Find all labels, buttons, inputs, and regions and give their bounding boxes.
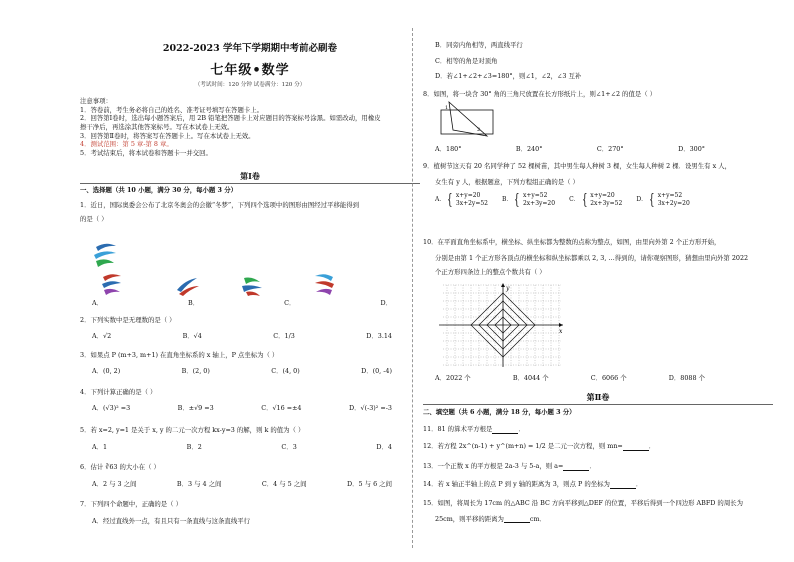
q14-answer-blank[interactable] bbox=[610, 482, 636, 489]
q5-option-b: B．2 bbox=[186, 442, 202, 451]
q10-options bbox=[423, 374, 785, 383]
q2-option-c: C．1/3 bbox=[273, 331, 295, 340]
q3-option-c: C．(4, 0) bbox=[271, 366, 300, 375]
q8-option-a: A．180° bbox=[435, 145, 462, 153]
notes bbox=[80, 97, 420, 157]
question-15 bbox=[423, 499, 773, 523]
q15-text2: 25cm，则平移的距离为 bbox=[435, 514, 504, 523]
q4-text: 4．下列计算正确的是（ ） bbox=[80, 388, 157, 396]
question-6 bbox=[80, 463, 420, 488]
q4-option-c: C．√16 =±4 bbox=[261, 403, 302, 412]
q5-text: 5．若 x=2, y=1 是关于 x, y 的二元一次方程 kx-y=3 的解，则 k 的值为（ ） bbox=[80, 426, 305, 434]
q5-option-d: D．4 bbox=[376, 442, 392, 451]
q9-option-d-label: D． bbox=[636, 195, 648, 203]
q8-angle-2-label: 2 bbox=[477, 127, 481, 133]
q7-option-a: A．经过直线外一点，有且只有一条直线与这条直线平行 bbox=[92, 516, 250, 525]
q9-b-eq2: 2x+3y=20 bbox=[522, 199, 556, 207]
column-divider bbox=[412, 28, 413, 548]
q2-option-a: A．√2 bbox=[92, 331, 112, 340]
divider bbox=[80, 183, 420, 184]
q9-text: 9．植树节这天有 20 名同学种了 52 棵树苗，其中男生每人种树 3 棵，女生每人种树 2 棵．设男生有 x 人， bbox=[423, 162, 732, 170]
q1-options bbox=[80, 272, 420, 312]
q10-text3: 个正方形四条边上的整点个数共有（ ） bbox=[435, 268, 546, 277]
question-4 bbox=[80, 388, 420, 412]
divider bbox=[423, 404, 773, 405]
question-2 bbox=[80, 316, 420, 340]
note-item: 1．答卷前，考生务必将自己的姓名、准考证号填写在答题卡上。 bbox=[80, 105, 264, 114]
q1-option-d: D． bbox=[380, 299, 392, 307]
q2-text: 2．下列实数中是无理数的是（ ） bbox=[80, 316, 176, 324]
q9-option-c bbox=[569, 192, 622, 207]
q14-text: 14．若 x 轴正半轴上的点 P 到 y 轴的距离为 3，则点 P 的坐标为 bbox=[423, 480, 610, 488]
q9-d-eq2: 3x+2y=20 bbox=[657, 199, 690, 207]
section2-heading: 二、填空题（共 6 小题，满分 18 分，每小题 3 分） bbox=[423, 408, 576, 416]
q8-option-d: D．300° bbox=[678, 145, 705, 153]
q3-option-a: A．(0, 2) bbox=[92, 366, 121, 375]
q5-option-a: A．1 bbox=[92, 442, 108, 451]
exam-subject: 七年级•数学 bbox=[210, 63, 290, 78]
q9-text2: 女生有 y 人，根据题意，下列方程组正确的是（ ） bbox=[435, 177, 579, 186]
q6-option-d: D．5 与 6 之间 bbox=[347, 479, 392, 488]
question-14: 14．若 x 轴正半轴上的点 P 到 y 轴的距离为 3，则点 P 的坐标为 ． bbox=[423, 480, 643, 488]
q4-option-d: D．√(-3)² =-3 bbox=[349, 403, 392, 412]
q9-a-eq1: x+y=20 bbox=[455, 192, 481, 200]
q10-option-d: D．8088 个 bbox=[668, 374, 705, 382]
q9-option-b bbox=[502, 192, 555, 207]
q10-option-a: A．2022 个 bbox=[435, 374, 471, 382]
question-1 bbox=[80, 201, 420, 223]
question-3 bbox=[80, 351, 420, 375]
q9-option-d bbox=[636, 192, 689, 207]
q8-options bbox=[423, 145, 785, 154]
q9-c-eq2: 2x+3y=52 bbox=[590, 199, 623, 207]
brace-icon: { bbox=[581, 190, 588, 209]
note-range: 4．测试范围：第 5 章-第 8 章。 bbox=[80, 140, 173, 149]
question-10 bbox=[423, 238, 773, 277]
q11-text: 11．81 的算术平方根是 bbox=[423, 425, 493, 433]
q1-option-a: A． bbox=[92, 299, 104, 307]
question-9 bbox=[423, 162, 773, 207]
q9-option-c-label: C． bbox=[569, 195, 580, 203]
q7-option-c: C．相等的角是对顶角 bbox=[435, 56, 498, 65]
y-axis-label: y bbox=[506, 285, 510, 292]
brace-icon: { bbox=[447, 190, 453, 209]
q12-answer-blank[interactable] bbox=[623, 444, 649, 451]
emblem-stem-icon bbox=[92, 241, 120, 271]
q7-option-d: D．若∠1+∠2+∠3=180°，则∠1，∠2，∠3 互补 bbox=[435, 72, 582, 81]
note-item bbox=[80, 140, 420, 149]
q2-option-d: D．3.14 bbox=[366, 331, 392, 340]
q2-option-b: B．√4 bbox=[182, 331, 202, 340]
note-item: 2．回答第Ⅰ卷时，选出每小题答案后，用 2B 铅笔把答题卡上对应题目的答案标号涂黑。如需改动，用橡皮 bbox=[80, 114, 381, 123]
question-8 bbox=[423, 90, 773, 99]
q9-d-eq1: x+y=52 bbox=[657, 192, 683, 200]
part2-title: 第Ⅱ卷 bbox=[586, 392, 610, 402]
q15-answer-blank[interactable] bbox=[504, 516, 530, 523]
brace-icon: { bbox=[649, 190, 655, 209]
q6-text: 6．估计 ∛63 的大小在（ ） bbox=[80, 463, 160, 471]
q9-a-eq2: 3x+2y=52 bbox=[455, 199, 488, 207]
q3-option-b: B．(2, 0) bbox=[181, 366, 210, 375]
q3-option-d: D．(0, -4) bbox=[361, 366, 392, 375]
question-12: 12．若方程 2x^(n-1) + y^(m+n) = 1/2 是二元一次方程，则 mn= ． bbox=[423, 442, 656, 450]
note-item: 5．考试结束后，将本试卷和答题卡一并交回。 bbox=[80, 148, 212, 157]
section1-heading: 一、选择题（共 10 小题，满分 30 分，每小题 3 分） bbox=[80, 186, 238, 194]
exam-title: 2022-2023 学年下学期期中考前必刷卷 bbox=[162, 43, 338, 54]
exam-meta: （考试时间：120 分钟 试卷满分：120 分） bbox=[194, 82, 306, 88]
q9-options bbox=[435, 192, 773, 207]
q15-unit: cm． bbox=[529, 514, 546, 523]
q1-option-b: B． bbox=[188, 299, 200, 307]
emblem-option-b-icon bbox=[175, 276, 201, 298]
q9-option-a bbox=[435, 192, 488, 207]
q8-figure bbox=[437, 100, 497, 140]
q13-answer-blank[interactable] bbox=[563, 464, 589, 471]
emblem-option-a-icon bbox=[100, 272, 124, 298]
q8-angle-1-label: 1 bbox=[445, 105, 449, 111]
q12-text: 12．若方程 2x^(n-1) + y^(m+n) = 1/2 是二元一次方程，则 mn= bbox=[423, 442, 623, 450]
q10-option-b: B．4044 个 bbox=[512, 374, 549, 382]
q9-c-eq1: x+y=20 bbox=[590, 192, 615, 200]
q11-answer-blank[interactable] bbox=[492, 427, 518, 434]
q7-text: 7．下列四个命题中，正确的是（ ） bbox=[80, 500, 182, 508]
q1-option-c: C． bbox=[284, 299, 296, 307]
q15-text: 15．如图，将周长为 17cm 的△ABC 沿 BC 方向平移到△DEF 的位置，平移后得到一个四边形 ABFD 的周长为 bbox=[423, 499, 743, 507]
q9-b-eq1: x+y=52 bbox=[522, 192, 548, 200]
q10-grid bbox=[443, 285, 561, 367]
q13-text: 13．一个正数 x 的平方根是 2a-3 与 5-a，则 a= bbox=[423, 462, 564, 470]
q7-option-b: B．同旁内角相等，两直线平行 bbox=[435, 41, 523, 49]
q6-option-a: A．2 与 3 之间 bbox=[92, 479, 137, 488]
q7-options-rest bbox=[423, 41, 785, 81]
q1-text: 1．近日，国际奥委会公布了北京冬奥会的会徽“冬梦”，下列四个选项中的图形由图经过平移能得到 bbox=[80, 201, 360, 209]
question-13: 13．一个正数 x 的平方根是 2a-3 与 5-a，则 a= ． bbox=[423, 462, 596, 470]
y-axis-arrow-icon bbox=[501, 283, 505, 287]
q4-option-a: A．(√3)² =3 bbox=[92, 403, 131, 412]
q3-text: 3．如果点 P (m+3, m+1) 在直角坐标系的 x 轴上，P 点坐标为（ ） bbox=[80, 351, 279, 359]
q9-option-a-label: A． bbox=[435, 195, 446, 203]
q5-option-c: C．3 bbox=[281, 442, 297, 451]
part1-title: 第Ⅰ卷 bbox=[240, 171, 260, 181]
notes-heading: 注意事项： bbox=[80, 97, 112, 105]
q10-coordinate-figure bbox=[439, 283, 567, 368]
q9-option-b-label: B． bbox=[502, 195, 513, 203]
brace-icon: { bbox=[514, 190, 521, 209]
note-item: 3．回答第Ⅱ卷时，将答案写在答题卡上。写在本试卷上无效。 bbox=[80, 131, 255, 140]
x-axis-arrow-icon bbox=[559, 323, 563, 327]
q6-option-c: C．4 与 5 之间 bbox=[261, 479, 307, 488]
q10-option-c: C．6066 个 bbox=[590, 374, 627, 382]
question-7 bbox=[80, 500, 420, 525]
q6-option-b: B．3 与 4 之间 bbox=[176, 479, 222, 488]
q8-option-b: B．240° bbox=[515, 145, 543, 153]
emblem-option-c-icon bbox=[240, 274, 264, 298]
question-11: 11．81 的算术平方根是 ． bbox=[423, 425, 525, 433]
q8-text: 8．如图，将一块含 30° 角的三角尺放置在长方形纸片上，则∠1+∠2 的值是（ ） bbox=[423, 90, 657, 98]
x-axis-label: x bbox=[559, 328, 563, 335]
question-5 bbox=[80, 426, 420, 451]
emblem-option-d-icon bbox=[312, 272, 336, 298]
q1-text2: 的是（ ） bbox=[80, 214, 108, 223]
q8-option-c: C．270° bbox=[596, 145, 624, 153]
q10-text: 10．在平面直角坐标系中，横坐标、纵坐标都为整数的点称为整点，如图，由里向外第 2 个正方形开始， bbox=[423, 238, 721, 246]
note-item: 擦干净后，再选涂其他答案标号。写在本试卷上无效。 bbox=[80, 122, 234, 131]
q10-text2: 分别是由第 1 个正方形各顶点的横坐标和纵坐标都乘以 2, 3, …得到的，请你观察图形，猜想由里向外第 2022 bbox=[435, 253, 749, 262]
q4-option-b: B．±√9 =3 bbox=[177, 403, 214, 412]
